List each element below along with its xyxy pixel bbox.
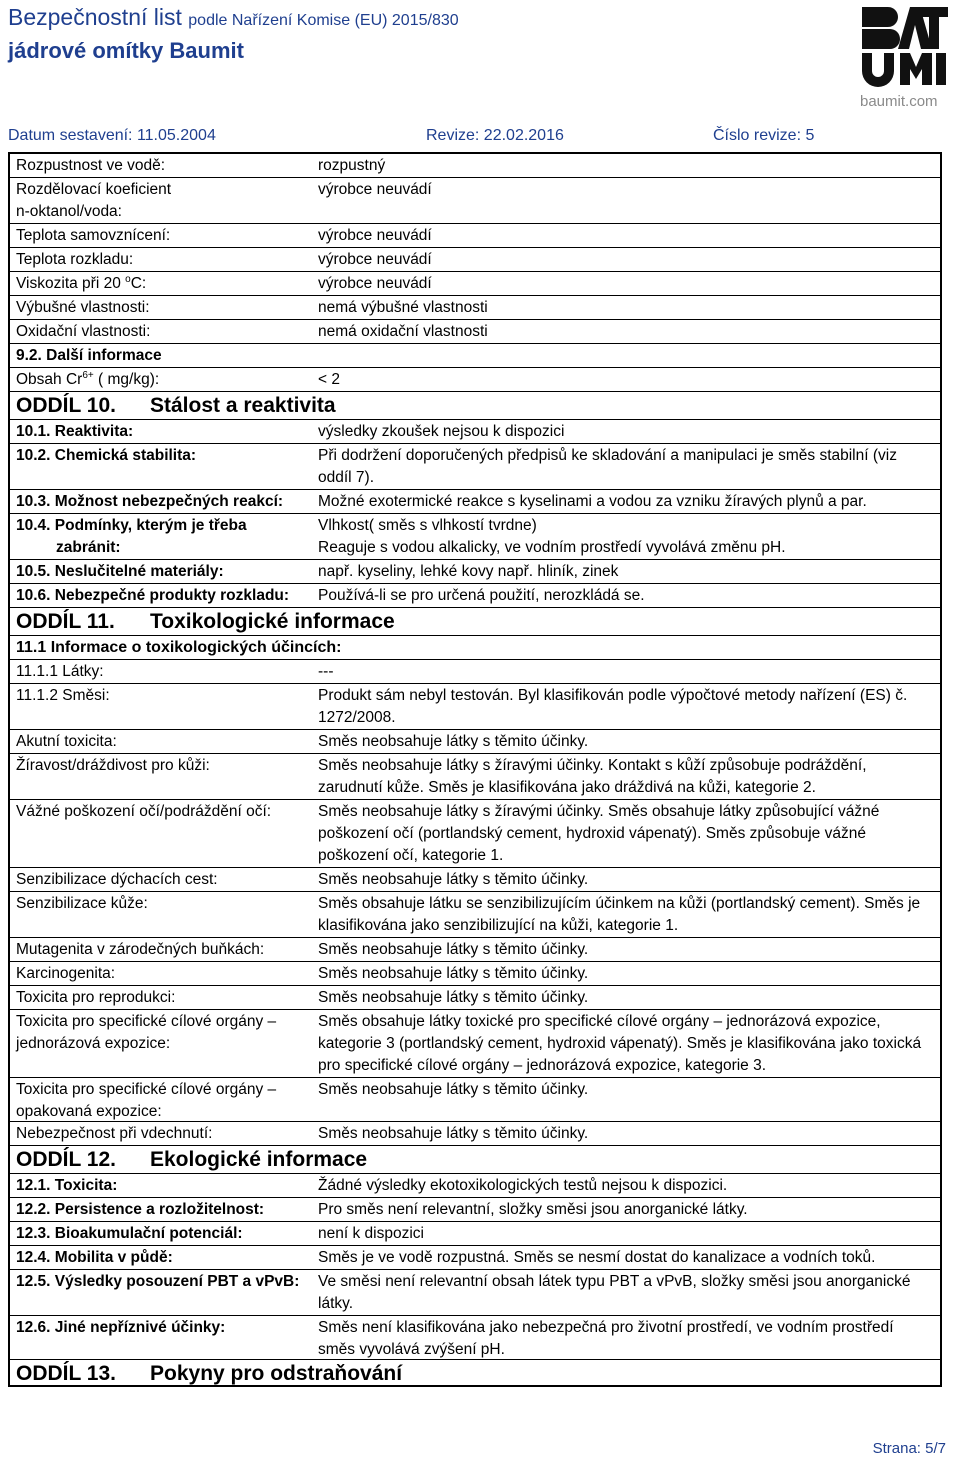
table-row bbox=[10, 962, 940, 986]
row-value: Produkt sám nebyl testován. Byl klasifikován podle výpočtové metody nařízení (ES) č. 1272/2008. bbox=[318, 687, 908, 726]
row-label: Akutní toxicita: bbox=[16, 733, 117, 750]
row-label: Mutagenita v zárodečných buňkách: bbox=[16, 941, 265, 958]
revision-info bbox=[8, 127, 838, 149]
row-value: Směs obsahuje látku se senzibilizujícím účinkem na kůži (portlandský cement). Směs je klasifikována jako senzibilizující na kůži, kategorie 1. bbox=[318, 895, 921, 934]
table-row bbox=[10, 1222, 940, 1246]
date-created: Datum sestavení: 11.05.2004 bbox=[8, 127, 216, 144]
row-label: Rozpustnost ve vodě: bbox=[16, 157, 166, 174]
row-label: 12.4. Mobilita v půdě: bbox=[16, 1249, 173, 1266]
table-row bbox=[10, 320, 940, 344]
row-label: 10.4. Podmínky, kterým je třeba zabránit: bbox=[16, 517, 247, 556]
table-row bbox=[10, 1078, 940, 1122]
table-row bbox=[10, 986, 940, 1010]
row-value: Žádné výsledky ekotoxikologických testů nejsou k dispozici. bbox=[318, 1177, 728, 1194]
row-label: Senzibilizace kůže: bbox=[16, 895, 148, 912]
page-number: Strana: 5/7 bbox=[872, 1440, 946, 1457]
section-heading bbox=[10, 392, 940, 420]
section-heading bbox=[10, 1146, 940, 1174]
row-label: 10.2. Chemická stabilita: bbox=[16, 447, 197, 464]
row-value: výrobce neuvádí bbox=[318, 275, 432, 292]
row-label: Karcinogenita: bbox=[16, 965, 116, 982]
revision-date: Revize: 22.02.2016 bbox=[426, 127, 564, 144]
row-value: Směs neobsahuje látky s žíravými účinky. Směs obsahuje látky způsobující vážné poškození očí (portlandský cement, hydroxid vápenatý). Směs způsobuje vážné poškození očí, kategorie 1. bbox=[318, 803, 880, 864]
row-label: Rozdělovací koeficient n-oktanol/voda: bbox=[16, 181, 172, 220]
table-row bbox=[10, 1316, 940, 1360]
row-value: Směs neobsahuje látky s těmito účinky. bbox=[318, 733, 589, 750]
table-row bbox=[10, 248, 940, 272]
table-row bbox=[10, 368, 940, 392]
row-label: Toxicita pro specifické cílové orgány – jednorázová expozice: bbox=[16, 1013, 277, 1052]
section-title: Toxikologické informace bbox=[150, 610, 395, 633]
row-label: 12.2. Persistence a rozložitelnost: bbox=[16, 1201, 265, 1218]
row-value: Směs neobsahuje látky s těmito účinky. bbox=[318, 1081, 589, 1098]
row-value: nemá oxidační vlastnosti bbox=[318, 323, 488, 340]
row-value: rozpustný bbox=[318, 157, 386, 174]
section-title: Pokyny pro odstraňování bbox=[150, 1362, 403, 1385]
row-value: Směs neobsahuje látky s těmito účinky. bbox=[318, 1125, 589, 1142]
row-value: není k dispozici bbox=[318, 1225, 424, 1242]
row-value: Možné exotermické reakce s kyselinami a vodou za vzniku žíravých plynů a par. bbox=[318, 493, 867, 510]
row-label: Teplota samovznícení: bbox=[16, 227, 171, 244]
table-row bbox=[10, 868, 940, 892]
row-label: 10.3. Možnost nebezpečných reakcí: bbox=[16, 493, 284, 510]
table-row bbox=[10, 892, 940, 938]
table-row bbox=[10, 730, 940, 754]
row-value: nemá výbušné vlastnosti bbox=[318, 299, 488, 316]
row-label: Žíravost/dráždivost pro kůži: bbox=[16, 757, 210, 774]
table-row bbox=[10, 636, 940, 660]
row-label: Vážné poškození očí/podráždění očí: bbox=[16, 803, 272, 820]
row-value: Směs neobsahuje látky s těmito účinky. bbox=[318, 941, 589, 958]
sds-table bbox=[8, 152, 942, 1387]
logo-url: baumit.com bbox=[860, 93, 938, 110]
section-title: Ekologické informace bbox=[150, 1148, 368, 1171]
row-label: Obsah $Cr^{6+}$ ( mg/kg): bbox=[16, 369, 160, 388]
section-number: ODDÍL 11. bbox=[16, 610, 115, 633]
table-row bbox=[10, 1122, 940, 1146]
table-row bbox=[10, 754, 940, 800]
document-title bbox=[8, 4, 459, 31]
table-row bbox=[10, 660, 940, 684]
revision-number: Číslo revize: 5 bbox=[713, 127, 815, 144]
row-label: Teplota rozkladu: bbox=[16, 251, 134, 268]
row-value: --- bbox=[318, 663, 334, 680]
row-value: výrobce neuvádí bbox=[318, 227, 432, 244]
baumit-logo bbox=[858, 3, 950, 89]
table-row bbox=[10, 560, 940, 584]
table-row bbox=[10, 1270, 940, 1316]
table-row bbox=[10, 444, 940, 490]
product-name: jádrové omítky Baumit bbox=[8, 38, 244, 63]
section-heading bbox=[10, 608, 940, 636]
row-value: Při dodržení doporučených předpisů ke skladování a manipulaci je směs stabilní (viz oddíl 7). bbox=[318, 447, 897, 486]
title-regulation: podle Nařízení Komise (EU) 2015/830 bbox=[188, 12, 459, 29]
row-label: 10.5. Neslučitelné materiály: bbox=[16, 563, 224, 580]
section-number: ODDÍL 13. bbox=[16, 1362, 116, 1385]
row-label: 12.6. Jiné nepříznivé účinky: bbox=[16, 1319, 226, 1336]
row-label: 11.1.2 Směsi: bbox=[16, 687, 110, 704]
table-row bbox=[10, 938, 940, 962]
table-row bbox=[10, 490, 940, 514]
row-value: Směs neobsahuje látky s těmito účinky. bbox=[318, 965, 589, 982]
table-row bbox=[10, 514, 940, 560]
section-title: Stálost a reaktivita bbox=[150, 394, 336, 417]
row-value: Směs neobsahuje látky s žíravými účinky. Kontakt s kůží způsobuje podráždění, zarudnutí kůže. Směs je klasifikována jako dráždivá na kůži, kategorie 2. bbox=[318, 757, 867, 796]
row-value: Směs neobsahuje látky s těmito účinky. bbox=[318, 871, 589, 888]
row-label: 10.1. Reaktivita: bbox=[16, 423, 134, 440]
row-label: 12.3. Bioakumulační potenciál: bbox=[16, 1225, 243, 1242]
row-value: Pro směs není relevantní, složky směsi jsou anorganické látky. bbox=[318, 1201, 748, 1218]
table-row bbox=[10, 296, 940, 320]
row-value: < 2 bbox=[318, 371, 340, 388]
table-row bbox=[10, 272, 940, 296]
table-row bbox=[10, 1246, 940, 1270]
row-value: Vlhkost( směs s vlhkostí tvrdne) Reaguje s vodou alkalicky, ve vodním prostředí vyvolává změnu pH. bbox=[318, 517, 786, 556]
table-row bbox=[10, 224, 940, 248]
section-heading bbox=[10, 1360, 940, 1387]
row-label: 12.1. Toxicita: bbox=[16, 1177, 118, 1194]
row-label: Oxidační vlastnosti: bbox=[16, 323, 151, 340]
row-label: 12.5. Výsledky posouzení PBT a vPvB: bbox=[16, 1273, 300, 1290]
row-label: Toxicita pro specifické cílové orgány – opakovaná expozice: bbox=[16, 1081, 277, 1120]
row-label: 11.1.1 Látky: bbox=[16, 663, 104, 680]
table-row bbox=[10, 420, 940, 444]
row-value: výrobce neuvádí bbox=[318, 181, 432, 198]
title-main: Bezpečnostní list bbox=[8, 4, 182, 30]
section-number: ODDÍL 12. bbox=[16, 1148, 116, 1171]
table-row bbox=[10, 1174, 940, 1198]
section-number: ODDÍL 10. bbox=[16, 394, 116, 417]
row-label: 10.6. Nebezpečné produkty rozkladu: bbox=[16, 587, 290, 604]
row-label: Nebezpečnost při vdechnutí: bbox=[16, 1125, 213, 1142]
table-row bbox=[10, 1198, 940, 1222]
table-row bbox=[10, 344, 940, 368]
row-value: výrobce neuvádí bbox=[318, 251, 432, 268]
row-value: Ve směsi není relevantní obsah látek typu PBT a vPvB, složky směsi jsou anorganické látky. bbox=[318, 1273, 911, 1312]
row-label: Výbušné vlastnosti: bbox=[16, 299, 150, 316]
row-value: Směs není klasifikována jako nebezpečná pro životní prostředí, ve vodním prostředí směs vyvolává zvýšení pH. bbox=[318, 1319, 894, 1358]
table-row bbox=[10, 178, 940, 224]
row-value: Směs je ve vodě rozpustná. Směs se nesmí dostat do kanalizace a vodních toků. bbox=[318, 1249, 876, 1266]
row-label: Viskozita při 20 $^o$C: bbox=[16, 273, 147, 292]
row-value: výsledky zkoušek nejsou k dispozici bbox=[318, 423, 565, 440]
table-row bbox=[10, 800, 940, 868]
table-row bbox=[10, 684, 940, 730]
subsection-heading: 11.1 Informace o toxikologických účincích: bbox=[16, 639, 342, 656]
row-value: Směs neobsahuje látky s těmito účinky. bbox=[318, 989, 589, 1006]
table-row bbox=[10, 584, 940, 608]
table-row bbox=[10, 154, 940, 178]
row-value: Směs obsahuje látky toxické pro specifické cílové orgány – jednorázová expozice, kategorie 3 (portlandský cement, hydroxid vápenatý). Směs je klasifikována jako toxická pro specifické cílové orgány – jednorázová expozice, kategorie 3. bbox=[318, 1013, 922, 1074]
row-label: Senzibilizace dýchacích cest: bbox=[16, 871, 218, 888]
row-value: Používá-li se pro určená použití, nerozkládá se. bbox=[318, 587, 645, 604]
subsection-heading: 9.2. Další informace bbox=[16, 347, 162, 364]
row-label: Toxicita pro reprodukci: bbox=[16, 989, 176, 1006]
row-value: např. kyseliny, lehké kovy např. hliník, zinek bbox=[318, 563, 619, 580]
table-row bbox=[10, 1010, 940, 1078]
